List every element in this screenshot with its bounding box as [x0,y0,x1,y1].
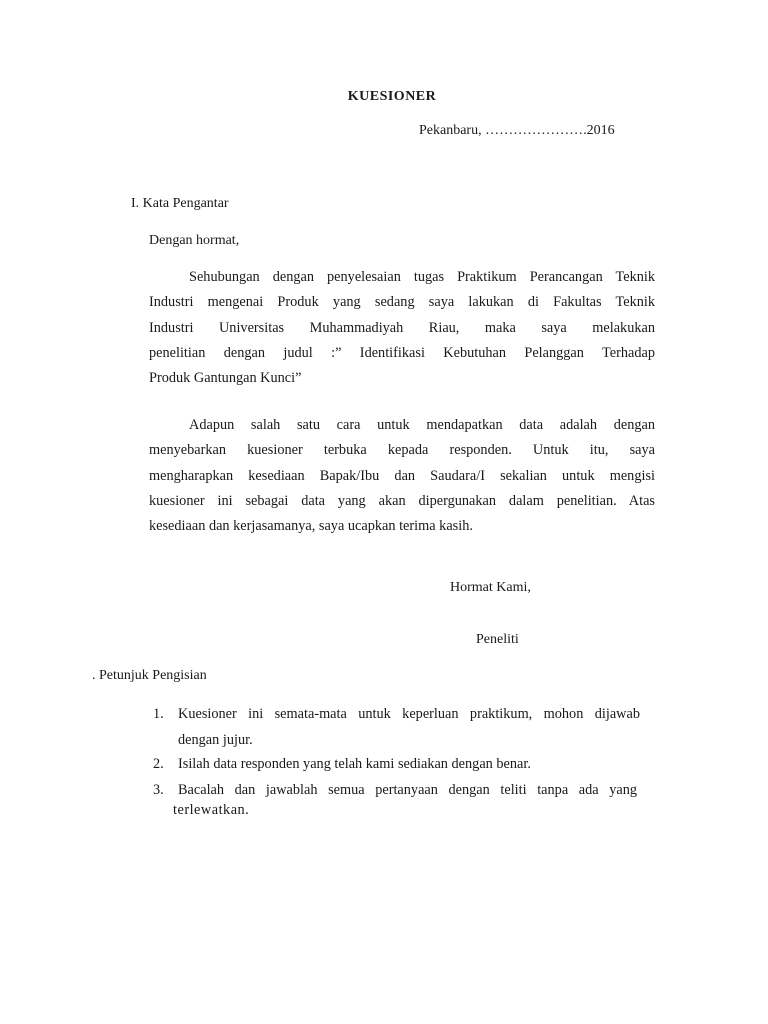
paragraph-line: mengharapkan kesediaan Bapak/Ibu dan Saudara/I sekalian untuk mengisi [149,467,655,484]
paragraph-line: kesediaan dan kerjasamanya, saya ucapkan terima kasih. [149,518,473,535]
paragraph-line: penelitian dengan judul :” Identifikasi Kebutuhan Pelanggan Terhadap [149,344,655,361]
list-item-number: 1. [153,706,164,722]
greeting: Dengan hormat, [149,233,240,248]
list-item-number: 2. [153,756,164,772]
list-item-number: 3. [153,782,164,798]
list-item-text-continued: terlewatkan. [173,802,250,818]
list-item-text-continued: dengan jujur. [178,732,253,748]
closing-salutation: Hormat Kami, [450,580,531,595]
list-item-text: Isilah data responden yang telah kami sediakan dengan benar. [178,756,531,772]
paragraph-line: Industri mengenai Produk yang sedang saya lakukan di Fakultas Teknik [149,294,655,311]
paragraph-line: menyebarkan kuesioner terbuka kepada responden. Untuk itu, saya [149,442,655,459]
document-title: KUESIONER [347,89,437,104]
signer-title: Peneliti [476,632,519,647]
paragraph-introduction [149,265,655,391]
section-heading-kata-pengantar: I. Kata Pengantar [131,196,229,211]
list-item-text: Bacalah dan jawablah semua pertanyaan dengan teliti tanpa ada yang [178,782,637,798]
paragraph-line: Produk Gantungan Kunci” [149,370,302,387]
paragraph-line: kuesioner ini sebagai data yang akan dipergunakan dalam penelitian. Atas [149,492,655,509]
paragraph-line: Adapun salah satu cara untuk mendapatkan data adalah dengan [189,417,655,433]
section-heading-petunjuk-pengisian: . Petunjuk Pengisian [92,668,207,683]
paragraph-line: Sehubungan dengan penyelesaian tugas Praktikum Perancangan Teknik [189,269,655,285]
date-line: Pekanbaru, ………………….2016 [419,123,615,138]
paragraph-line: Industri Universitas Muhammadiyah Riau, maka saya melakukan [149,319,655,336]
list-item-text: Kuesioner ini semata-mata untuk keperluan praktikum, mohon dijawab [178,706,640,722]
paragraph-request [149,413,655,539]
